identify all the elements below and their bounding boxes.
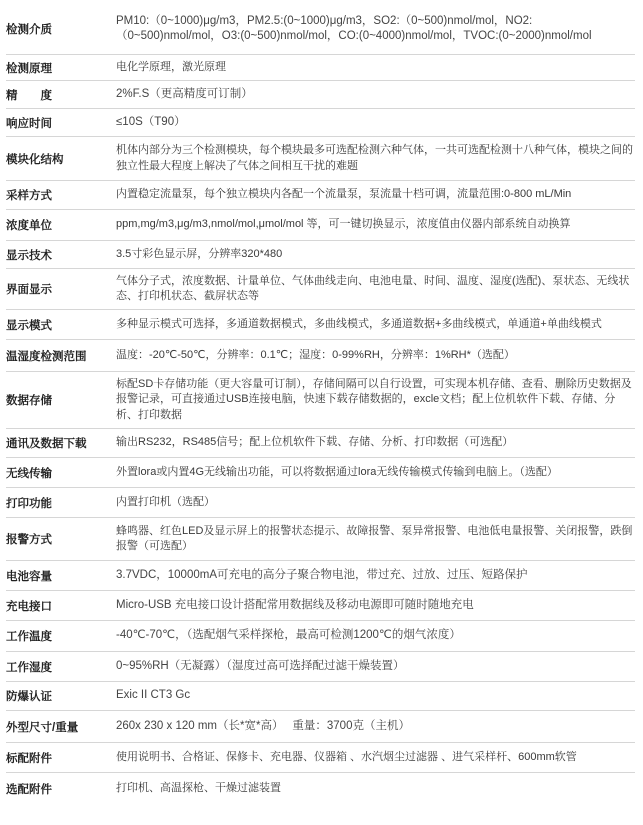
spec-value: 标配SD卡存储功能（更大容量可订制），存储间隔可以自行设置，可实现本机存储、查看、删除历史数据及报警记录，可直接通过USB连接电脑，快速下载存储数据的，excle文档；配上位机软件下载、存储、分析、打印数据 <box>116 377 632 421</box>
spec-row-sampling <box>6 181 635 210</box>
spec-label: 显示技术 <box>6 249 52 262</box>
spec-row-communication <box>6 429 635 458</box>
spec-row-display-tech <box>6 241 635 269</box>
spec-value: 气体分子式，浓度数据、计量单位、气体曲线走向、电池电量、时间、温度、湿度(选配)、泵状态、无线状态、打印机状态、截屏状态等 <box>116 274 630 302</box>
spec-row-optional-accessories <box>6 773 635 805</box>
spec-row-alarm <box>6 518 635 561</box>
spec-row-battery <box>6 561 635 591</box>
spec-row-explosion-proof <box>6 682 635 711</box>
spec-label: 防爆认证 <box>6 691 52 703</box>
spec-row-standard-accessories <box>6 743 635 773</box>
spec-row-wireless <box>6 458 635 488</box>
spec-row-charging <box>6 591 635 621</box>
spec-value: 机体内部分为三个检测模块，每个模块最多可选配检测六种气体，一共可选配检测十八种气体，模块之间的独立性最大程度上解决了气体之间相互干扰的难题 <box>116 144 633 172</box>
spec-value: 蜂鸣器、红色LED及显示屏上的报警状态提示、故障报警、泵异常报警、电池低电量报警、关闭报警，跌倒报警（可选配） <box>116 524 633 552</box>
spec-label: 工作湿度 <box>6 661 52 674</box>
spec-label: 无线传输 <box>6 467 52 480</box>
spec-label: 温湿度检测范围 <box>6 350 87 363</box>
spec-value: Micro-USB 充电接口设计搭配常用数据线及移动电源即可随时随地充电 <box>116 598 474 611</box>
spec-value: 使用说明书、合格证、保修卡、充电器、仪器箱 、水汽烟尘过滤器 、进气采样杆、600mm软管 <box>116 750 577 763</box>
spec-label: 浓度单位 <box>6 220 52 232</box>
spec-label: 精 度 <box>6 89 52 102</box>
spec-row-medium <box>6 4 635 55</box>
spec-value: 内置稳定流量泵，每个独立模块内各配一个流量泵，泵流量十档可调，流量范围:0-800 mL/Min <box>116 188 572 201</box>
spec-label: 检测原理 <box>6 62 52 75</box>
spec-label: 检测介质 <box>6 24 52 36</box>
spec-label: 显示模式 <box>6 319 52 332</box>
spec-row-response <box>6 109 635 137</box>
spec-row-temp-humidity <box>6 340 635 372</box>
spec-row-work-humidity <box>6 652 635 682</box>
spec-value: 内置打印机（选配） <box>116 495 215 508</box>
spec-value: 温度：-20℃-50℃，分辨率：0.1℃；湿度：0-99%RH，分辨率：1%RH*（选配） <box>116 348 515 361</box>
spec-label: 响应时间 <box>6 117 52 130</box>
spec-row-display-mode <box>6 310 635 340</box>
spec-value: 3.5寸彩色显示屏，分辨率320*480 <box>116 247 283 260</box>
spec-label: 标配附件 <box>6 752 52 765</box>
spec-label: 采样方式 <box>6 190 52 202</box>
spec-row-modular <box>6 137 635 181</box>
spec-value: -40℃-70℃，（选配烟气采样探枪，最高可检测1200℃的烟气浓度） <box>116 629 461 642</box>
spec-label: 外型尺寸/重量 <box>6 721 79 734</box>
spec-value: 多种显示模式可选择，多通道数据模式，多曲线模式，多通道数据+多曲线模式，单通道+单曲线模式 <box>116 317 602 330</box>
spec-label: 数据存储 <box>6 395 52 407</box>
spec-value: 2%F.S（更高精度可订制） <box>116 87 253 100</box>
spec-label: 报警方式 <box>6 534 52 546</box>
spec-value: ppm,mg/m3,μg/m3,nmol/mol,μmol/mol 等，可一键切换显示，浓度值由仪器内部系统自动换算 <box>116 218 571 231</box>
spec-row-accuracy <box>6 81 635 109</box>
spec-value: 电化学原理，激光原理 <box>116 60 226 73</box>
spec-label: 打印功能 <box>6 497 52 510</box>
spec-label: 电池容量 <box>6 570 52 583</box>
spec-row-interface <box>6 269 635 310</box>
spec-label: 工作温度 <box>6 631 52 643</box>
spec-value: PM10:（0~1000)μg/m3，PM2.5:(0~1000)μg/m3，SO2:（0~500)nmol/mol，NO2:（0~500)nmol/mol，O3:(0~500)nmol/mol，CO:(0~4000)nmol/mol，TVOC:(0~2000)nmol/mol <box>116 14 592 42</box>
spec-label: 充电接口 <box>6 600 52 613</box>
spec-label: 模块化结构 <box>6 153 64 166</box>
spec-value: ≤10S（T90） <box>116 115 186 128</box>
spec-value: 外置lora或内置4G无线输出功能，可以将数据通过lora无线传输模式传输到电脑上。（选配） <box>116 465 558 478</box>
spec-row-storage <box>6 372 635 429</box>
spec-label: 通讯及数据下载 <box>6 438 87 450</box>
spec-row-dimensions <box>6 711 635 743</box>
spec-value: 输出RS232，RS485信号；配上位机软件下载、存储、分析、打印数据（可选配） <box>116 436 514 449</box>
spec-row-unit <box>6 210 635 241</box>
spec-value: 260x 230 x 120 mm（长*宽*高） 重量：3700克（主机） <box>116 719 410 732</box>
spec-value: 打印机、高温探枪、干燥过滤装置 <box>116 782 281 795</box>
spec-row-printing <box>6 488 635 518</box>
spec-value: 3.7VDC，10000mA可充电的高分子聚合物电池，带过充、过放、过压、短路保护 <box>116 568 528 581</box>
spec-value: 0~95%RH（无凝露）（湿度过高可选择配过滤干燥装置） <box>116 659 405 672</box>
spec-label: 选配附件 <box>6 784 52 796</box>
spec-row-work-temp <box>6 621 635 652</box>
spec-row-principle <box>6 55 635 81</box>
spec-label: 界面显示 <box>6 284 52 296</box>
spec-value: Exic II CT3 Gc <box>116 689 191 702</box>
